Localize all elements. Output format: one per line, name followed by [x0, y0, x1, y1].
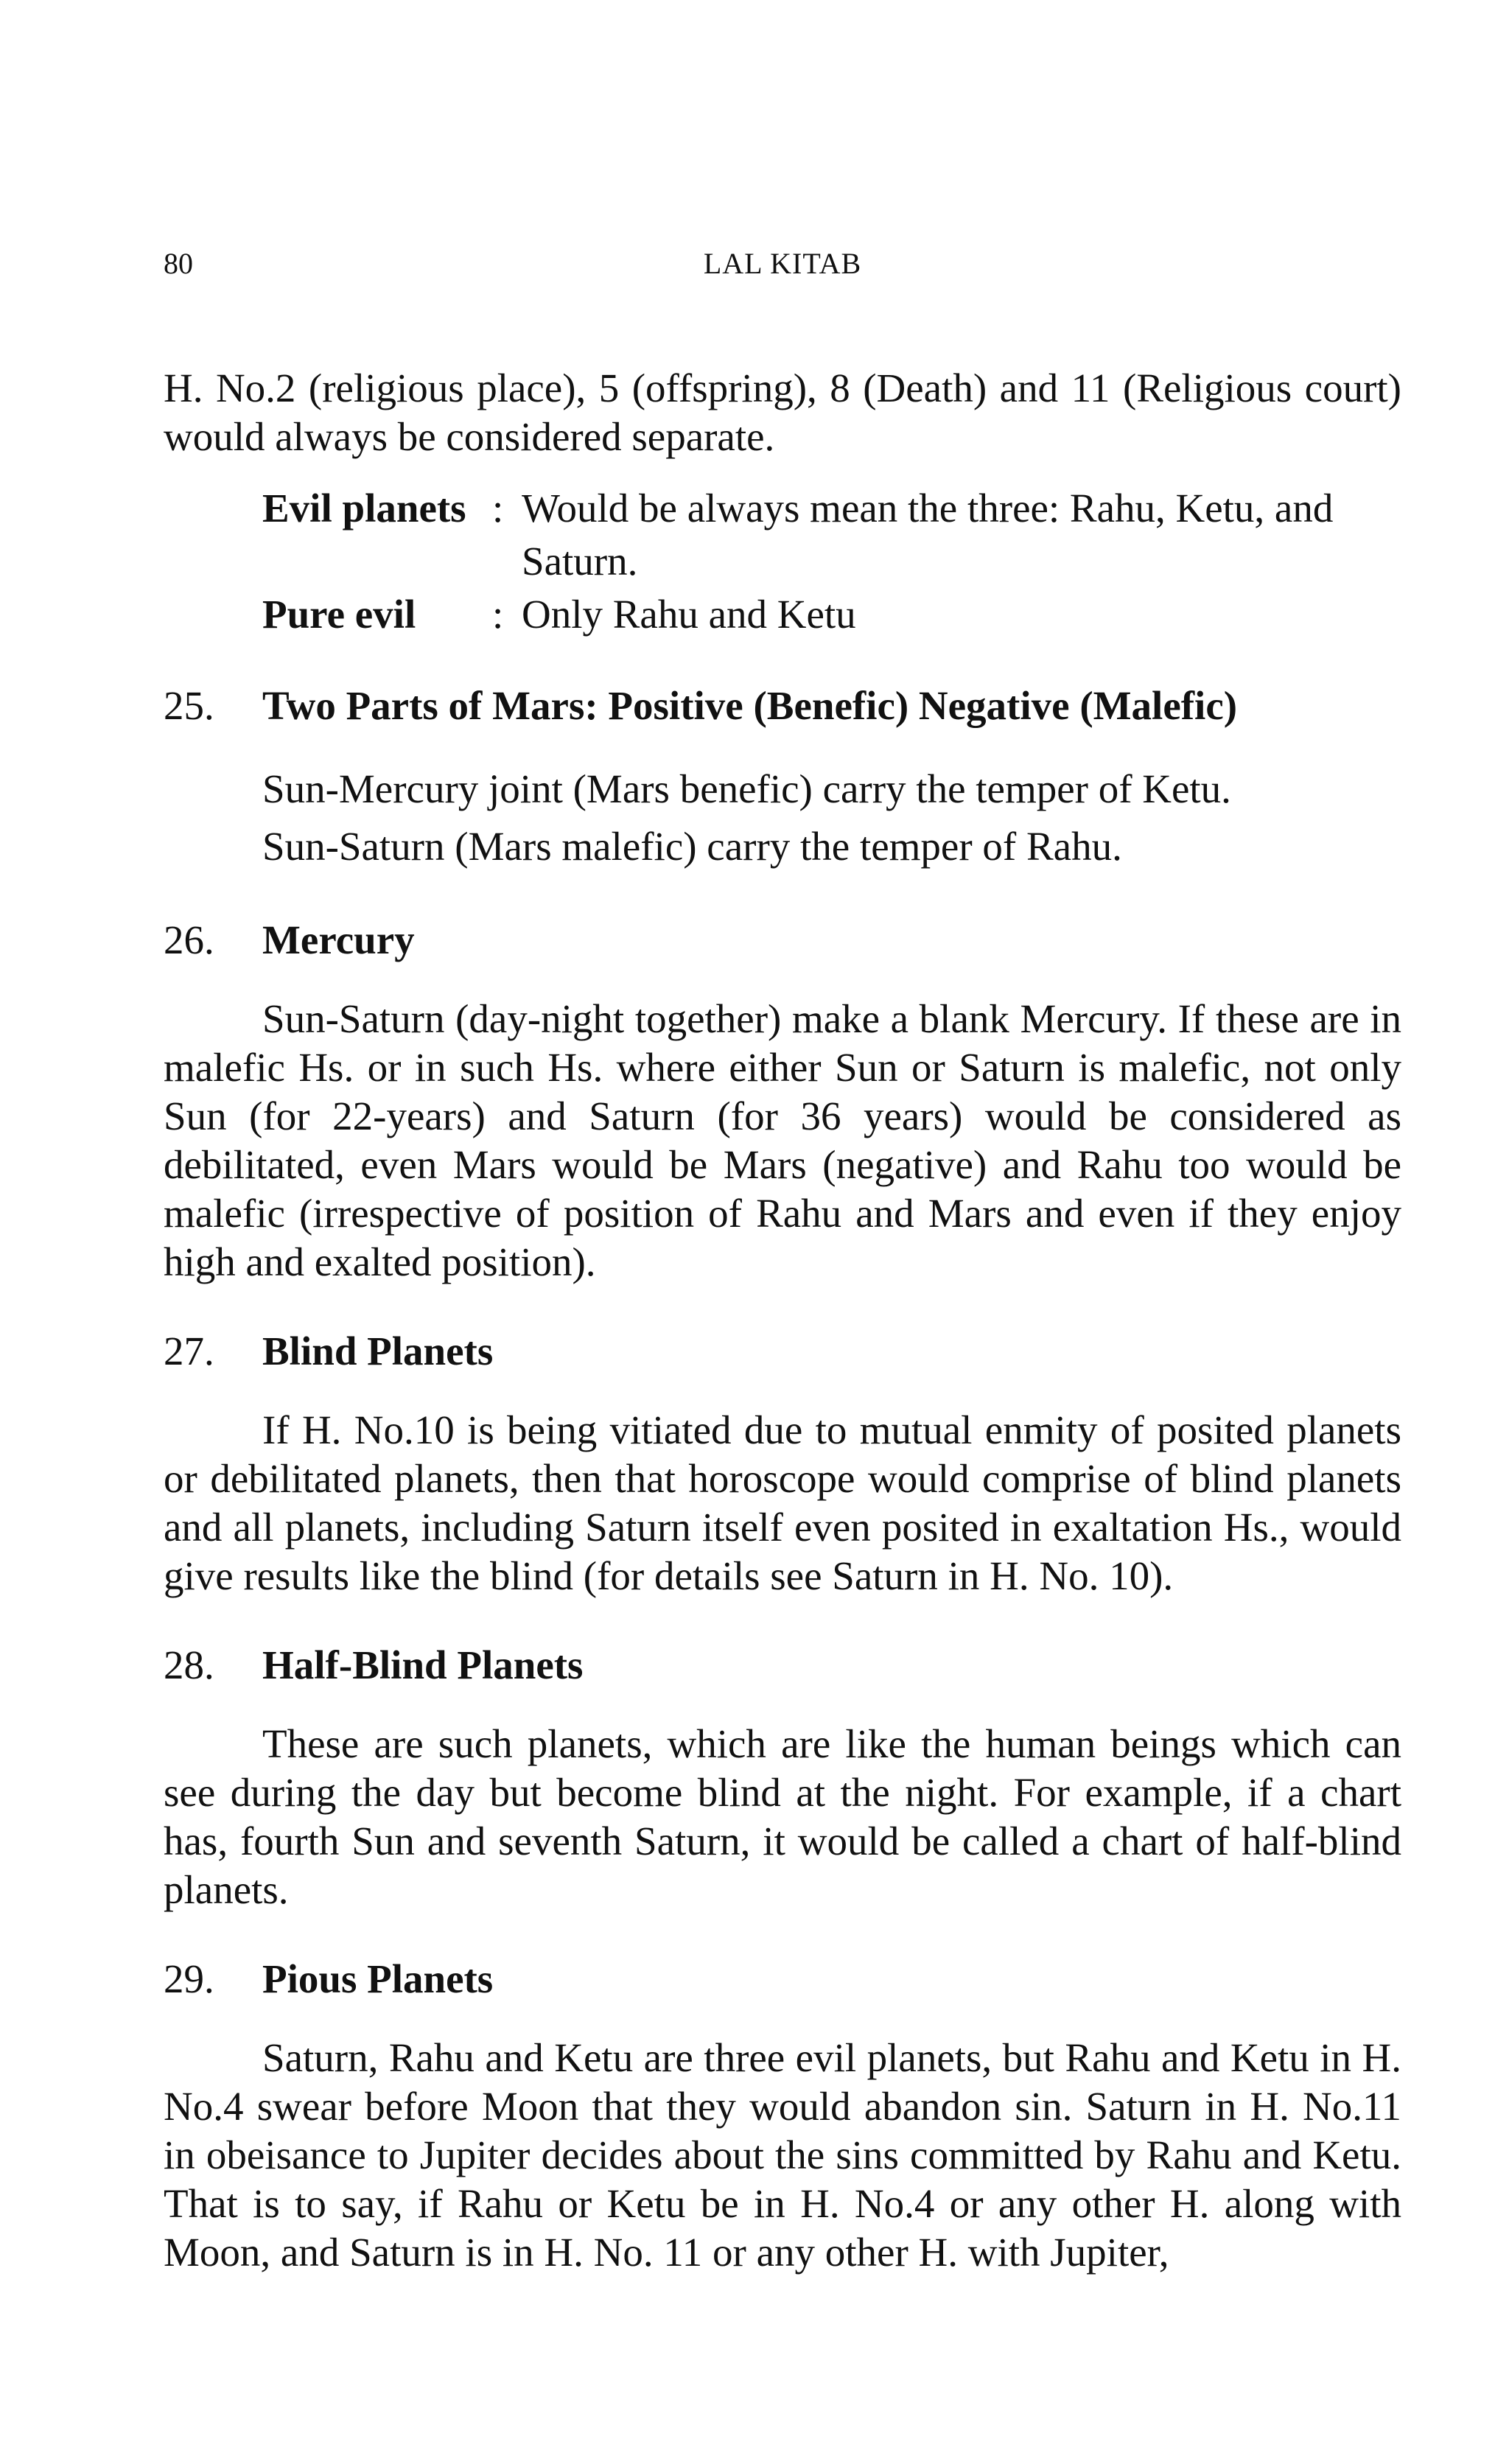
section-28 [164, 1637, 1401, 1914]
section-line: Sun-Mercury joint (Mars benefic) carry the temper of Ketu. [262, 766, 1231, 811]
section-number: 28. [164, 1642, 214, 1687]
definition-term: Evil planets [262, 486, 466, 531]
section-title: Half-Blind Planets [262, 1642, 584, 1687]
section-paragraph: These are such planets, which are like the human beings which can see during the day but become blind at the night. For example, if a chart has, fourth Sun and seventh Saturn, it would be called a chart of half-blind planets. [164, 1721, 1401, 1912]
section-title: Two Parts of Mars: Positive (Benefic) Negative (Malefic) [262, 683, 1238, 728]
section-heading [164, 678, 1401, 734]
section-27 [164, 1323, 1401, 1600]
definitions-table [262, 482, 1401, 641]
section-body [164, 1406, 1401, 1600]
running-head: LAL KITAB [703, 247, 862, 280]
section-number: 27. [164, 1329, 214, 1373]
section-number: 25. [164, 683, 214, 728]
definition-colon: : [492, 486, 504, 531]
definition-description: Only Rahu and Ketu [522, 592, 856, 637]
book-page [164, 236, 1401, 2277]
section-heading [164, 912, 1401, 968]
section-25 [164, 678, 1401, 875]
definition-term: Pure evil [262, 592, 416, 637]
section-number: 29. [164, 1956, 214, 2001]
section-title: Blind Planets [262, 1329, 494, 1373]
intro-paragraph: H. No.2 (religious place), 5 (offspring), 8 (Death) and 11 (Religious court) would always be considered separate. [164, 365, 1401, 459]
section-body [164, 2034, 1401, 2277]
section-number: 26. [164, 917, 214, 962]
page-body [164, 364, 1401, 2277]
definition-row [262, 588, 1401, 641]
definition-colon: : [492, 592, 504, 637]
page-number: 80 [164, 247, 193, 280]
page-header [164, 236, 1401, 292]
section-heading [164, 1323, 1401, 1379]
section-line: Sun-Saturn (Mars malefic) carry the temper of Rahu. [262, 824, 1122, 869]
section-paragraph: Sun-Saturn (day-night together) make a blank Mercury. If these are in malefic Hs. or in such Hs. where either Sun or Saturn is malefic, not only Sun (for 22-years) and Saturn (for 36 years) would be considered as debilitated, even Mars would be Mars (negative) and Rahu too would be malefic (irrespective of position of Rahu and Mars and even if they enjoy high and exalted position). [164, 996, 1401, 1284]
section-heading [164, 1951, 1401, 2007]
definition-row [262, 482, 1401, 588]
section-paragraph: Saturn, Rahu and Ketu are three evil planets, but Rahu and Ketu in H. No.4 swear before Moon that they would abandon sin. Saturn in H. No.11 in obeisance to Jupiter decides about the sins committed by Rahu and Ketu. That is to say, if Rahu or Ketu be in H. No.4 or any other H. along with Moon, and Saturn is in H. No. 11 or any other H. with Jupiter, [164, 2035, 1401, 2275]
section-29 [164, 1951, 1401, 2277]
section-heading [164, 1637, 1401, 1693]
section-body [164, 995, 1401, 1287]
section-26 [164, 912, 1401, 1287]
section-paragraph: If H. No.10 is being vitiated due to mutual enmity of posited planets or debilitated planets, then that horoscope would comprise of blind planets and all planets, including Saturn itself even posited in exaltation Hs., would give results like the blind (for details see Saturn in H. No. 10). [164, 1407, 1401, 1598]
section-title: Mercury [262, 917, 415, 962]
section-title: Pious Planets [262, 1956, 494, 2001]
definition-description: Would be always mean the three: Rahu, Ketu, and Saturn. [522, 486, 1334, 584]
section-body [164, 1720, 1401, 1914]
section-body [164, 760, 1401, 875]
